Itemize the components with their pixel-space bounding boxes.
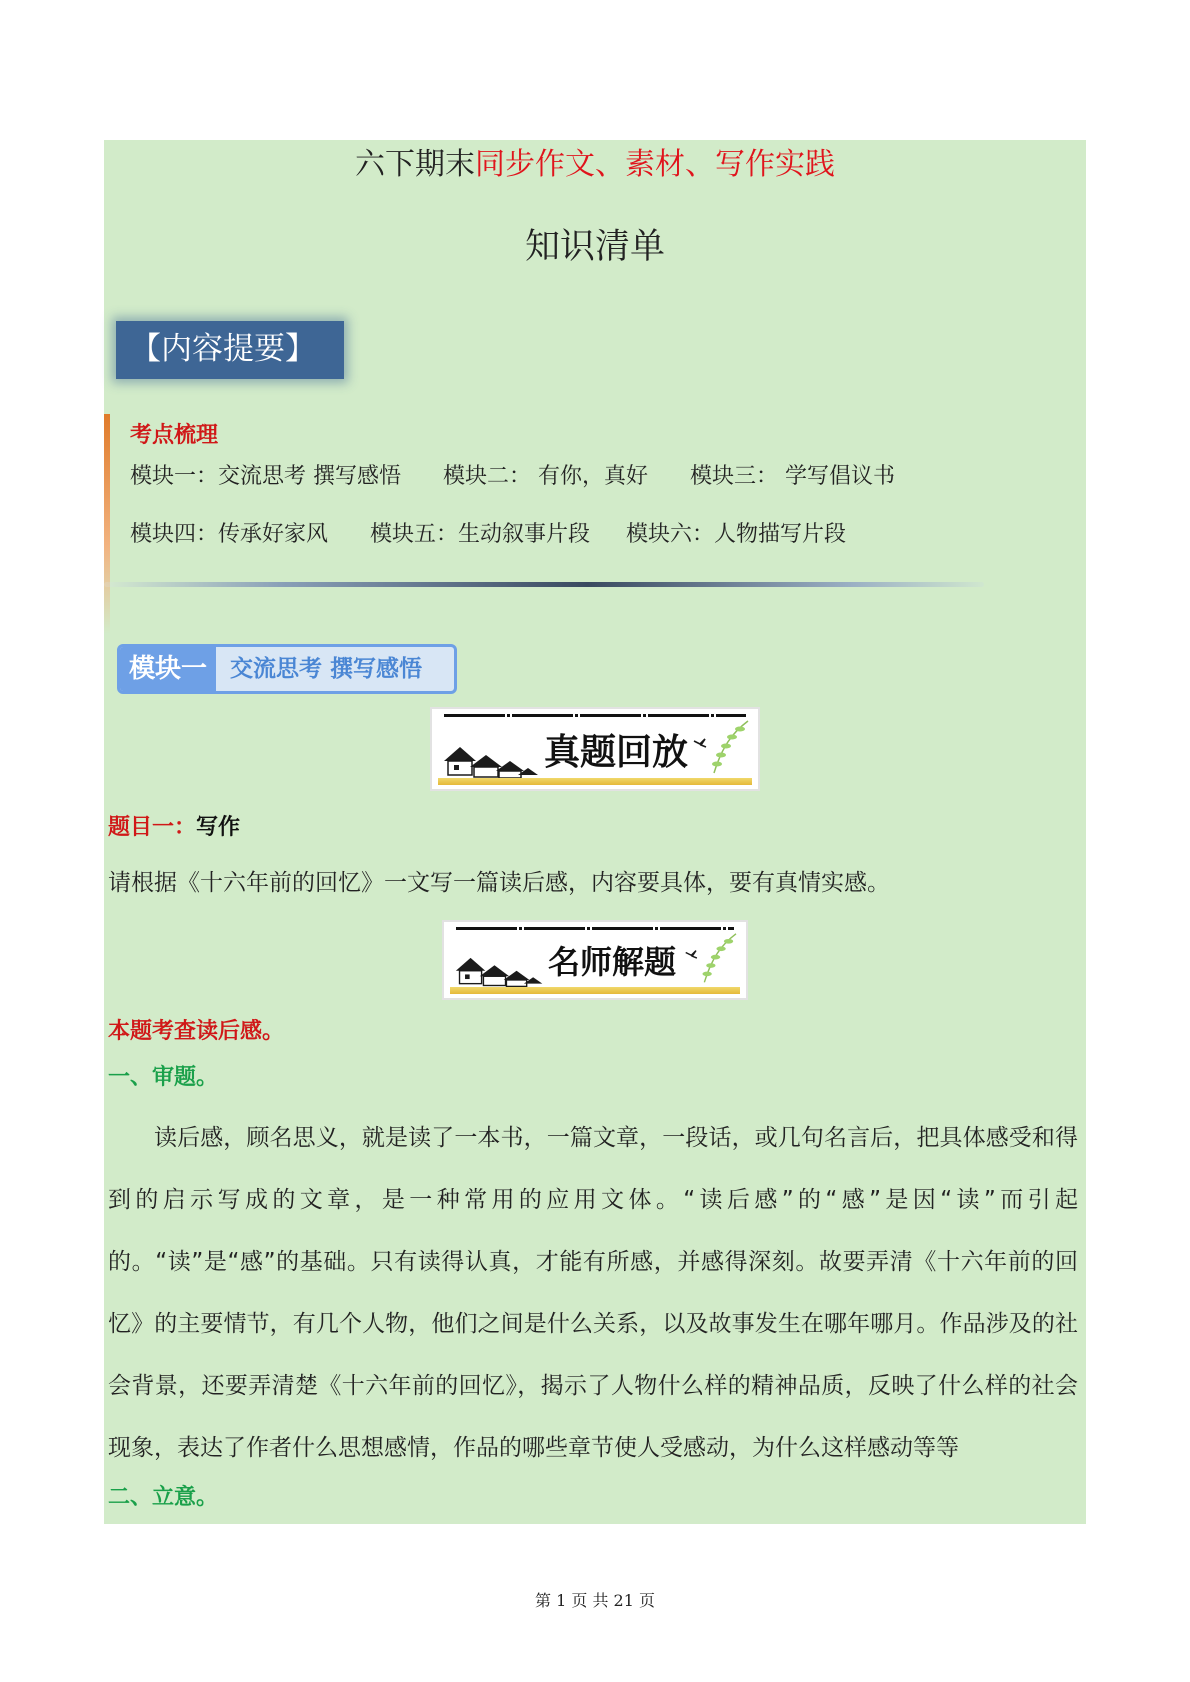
heading-theme: 二、立意。: [108, 1485, 219, 1510]
page-subtitle: 知识清单: [524, 227, 665, 267]
heading-review-question: 一、审题。: [108, 1065, 219, 1090]
module-list-row-1: [130, 462, 895, 492]
house-icon: [454, 948, 546, 988]
module-item-6: 模块六：人物描写片段: [626, 522, 847, 547]
section-divider: [104, 582, 984, 587]
module-badge-number: 模块一: [120, 647, 216, 691]
banner-label: 名师解题: [548, 943, 677, 981]
module-item-5: 模块五：生动叙事片段: [370, 522, 591, 547]
summary-tag: 【内容提要】: [116, 321, 344, 379]
question-number: 题目一：: [108, 815, 197, 840]
module-item-1: 模块一：交流思考 撰写感悟: [130, 464, 401, 489]
section-heading: 考点梳理: [130, 423, 219, 448]
house-icon: [442, 737, 542, 779]
real-questions-banner: [430, 707, 760, 791]
analysis-paragraph: 读后感，顾名思义，就是读了一本书，一篇文章，一段话，或几句名言后，把具体感受和得到的启示写成的文章，是一种常用的应用文体。“读后感”的“感”是因“读”而引起的。“读”是“感”的基础。只有读得认真，才能有所感，并感得深刻。故要弄清《十六年前的回忆》的主要情节，有几个人物，他们之间是什么关系，以及故事发生在哪年哪月。作品涉及的社会背景，还要弄清楚《十六年前的回忆》，揭示了人物什么样的精神品质，反映了什么样的社会现象，表达了作者什么思想感情，作品的哪些章节使人受感动，为什么这样感动等等: [108, 1125, 1078, 1461]
teacher-explain-banner: [442, 920, 748, 1000]
leaf-branch-icon: [688, 719, 750, 777]
section-accent-bar: [104, 414, 110, 634]
question-type: 写作: [196, 814, 241, 840]
module-list-row-2: [130, 520, 846, 550]
title-red-part: 同步作文、素材、写作实践: [475, 147, 835, 182]
module-item-2: 模块二： 有你，真好: [443, 464, 648, 489]
page-footer: 第 1 页 共 21 页: [535, 1591, 655, 1610]
leaf-branch-icon: [680, 932, 738, 986]
question-text: 请根据《十六年前的回忆》一文写一篇读后感，内容要具体，要有真情实感。: [108, 870, 890, 896]
question-label: [108, 810, 240, 841]
module-item-4: 模块四：传承好家风: [130, 522, 329, 547]
bird-icon: [694, 739, 706, 747]
module-badge-title: 交流思考 撰写感悟: [230, 656, 423, 682]
banner-label: 真题回放: [544, 731, 689, 773]
page-title: [104, 140, 1086, 190]
bird-icon: [686, 951, 697, 958]
title-black-part: 六下期末: [355, 147, 475, 182]
module-badge: [117, 644, 457, 694]
module-item-3: 模块三： 学写倡议书: [690, 464, 895, 489]
exam-focus-title: 本题考查读后感。: [108, 1019, 285, 1044]
